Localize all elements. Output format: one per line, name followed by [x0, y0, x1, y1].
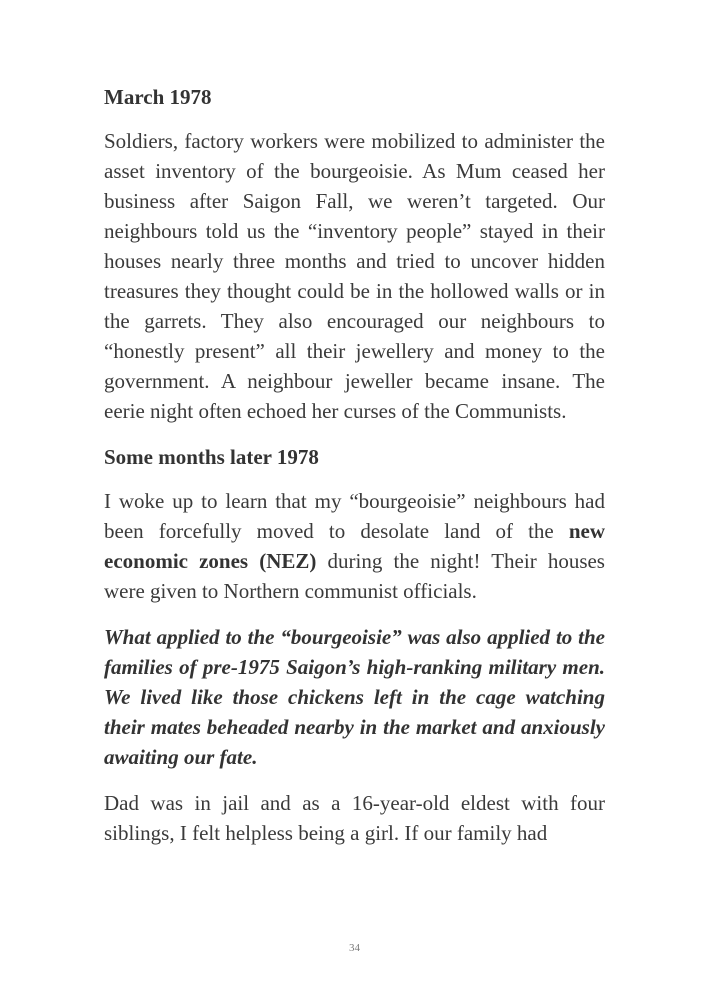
emphasis-paragraph: What applied to the “bourgeoisie” was also applied to the families of pre-1975 Saigon’s high-ranking military men. We lived like those chickens left in the cage watching their mates beheaded nearby in the market and anxiously awaiting our fate. — [104, 625, 605, 769]
paragraph-dad-in-jail: Dad was in jail and as a 16-year-old eldest with four siblings, I felt helpless being a girl. If our family had — [104, 791, 605, 845]
page-content — [104, 82, 605, 864]
paragraph-nez-text-after: during the night! Their houses were given to Northern communist officials. — [104, 549, 605, 603]
section-heading-some-months-later: Some months later 1978 — [104, 445, 319, 469]
paragraph-inventory: Soldiers, factory workers were mobilized to administer the asset inventory of the bourgeoisie. As Mum ceased her business after Saigon Fall, we weren’t targeted. Our neighbours told us the “inventory people” stayed in their houses nearly three months and tried to uncover hidden treasures they thought could be in the hollowed walls or in the garrets. They also encouraged our neighbours to “honestly present” all their jewellery and money to the government. A neighbour jeweller became insane. The eerie night often echoed her curses of the Communists. — [104, 129, 605, 423]
paragraph-nez-text-before: I woke up to learn that my “bourgeoisie” neighbours had been forcefully moved to desolate land of the — [104, 489, 605, 543]
paragraph-nez — [104, 486, 605, 606]
nez-bold-term: new economic zones (NEZ) — [104, 519, 605, 573]
page-number: 34 — [349, 942, 360, 954]
section-heading-march-1978: March 1978 — [104, 85, 212, 109]
